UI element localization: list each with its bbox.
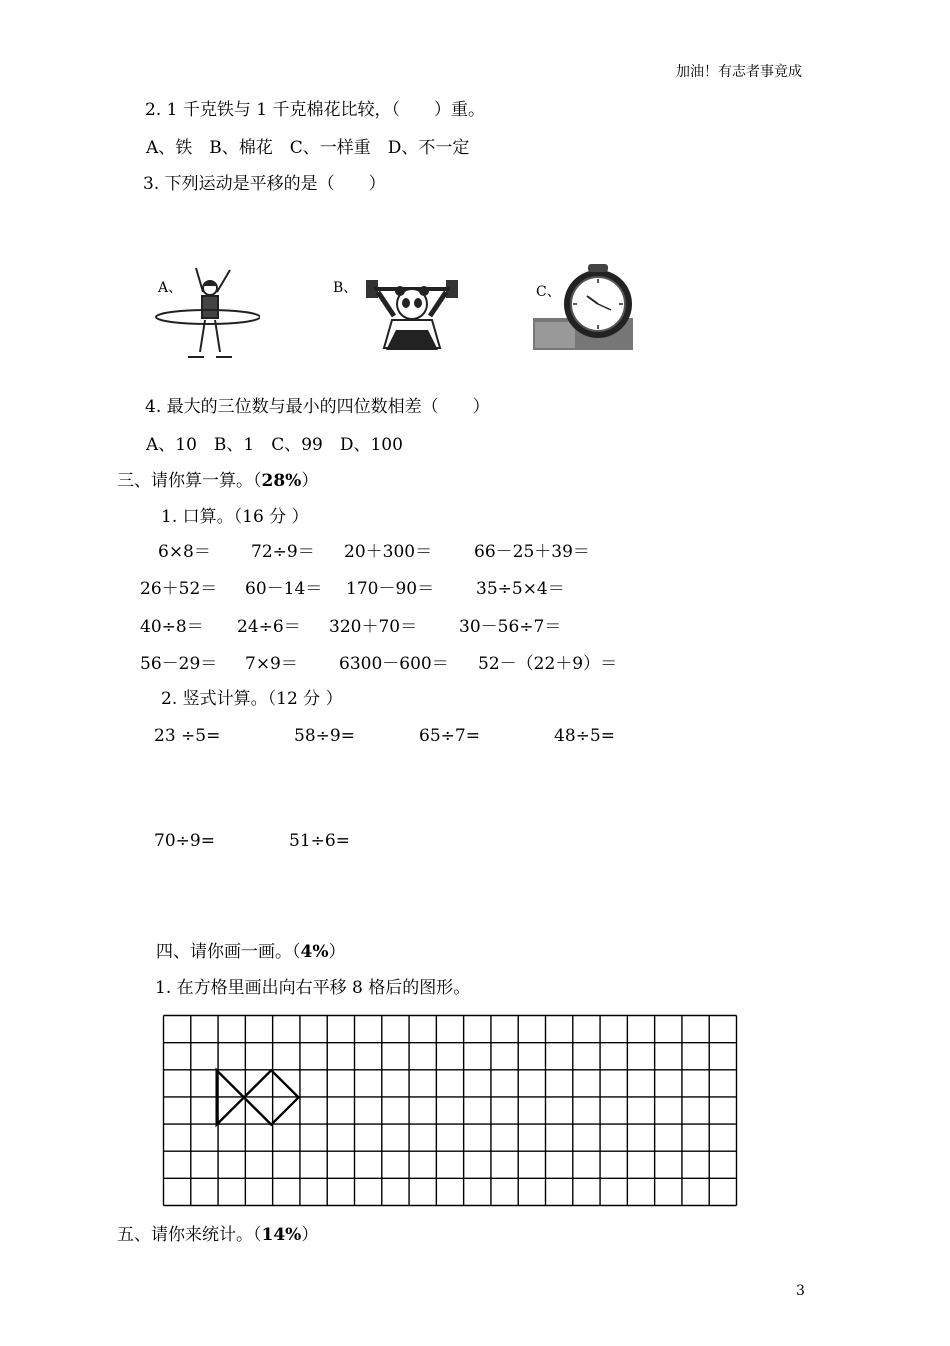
vertical-item: 23 ÷5= xyxy=(154,726,221,746)
mental-item: 6×8＝ xyxy=(158,542,211,562)
mental-item: 60－14＝ xyxy=(245,579,323,599)
vertical-calc-title: 2. 竖式计算。（12 分 ） xyxy=(161,689,343,709)
section3-title: 三、请你算一算。（28%） xyxy=(117,471,319,491)
vertical-item: 58÷9= xyxy=(294,726,355,746)
vertical-item: 51÷6= xyxy=(289,831,350,851)
mental-math-title: 1. 口算。（16 分 ） xyxy=(161,507,309,527)
alarm-clock-icon xyxy=(533,262,633,350)
hula-hoop-girl-icon xyxy=(150,262,260,362)
mental-item: 56－29＝ xyxy=(140,654,218,674)
mental-item: 7×9＝ xyxy=(245,654,298,674)
mental-item: 52－（22＋9）＝ xyxy=(478,654,618,674)
mental-item: 72÷9＝ xyxy=(251,542,315,562)
weightlifting-panda-icon xyxy=(364,276,460,352)
section5-title: 五、请你来统计。（14%） xyxy=(117,1225,319,1245)
q4-options: A、10 B、1 C、99 D、100 xyxy=(146,435,403,455)
q4-stem: 4. 最大的三位数与最小的四位数相差（ ） xyxy=(145,397,490,417)
mental-item: 35÷5×4＝ xyxy=(476,579,565,599)
vertical-item: 70÷9= xyxy=(154,831,215,851)
section4-q1: 1. 在方格里画出向右平移 8 格后的图形。 xyxy=(155,978,471,998)
q3-label-a: A、 xyxy=(158,280,183,296)
header-motto: 加油！有志者事竟成 xyxy=(676,64,802,80)
vertical-item: 48÷5= xyxy=(554,726,615,746)
q2-stem: 2. 1 千克铁与 1 千克棉花比较，（ ）重。 xyxy=(145,100,485,120)
section4-title: 四、请你画一画。（4%） xyxy=(156,942,346,962)
mental-item: 66－25＋39＝ xyxy=(474,542,590,562)
q2-options: A、铁 B、棉花 C、一样重 D、不一定 xyxy=(146,138,470,158)
vertical-item: 65÷7= xyxy=(419,726,480,746)
mental-item: 30－56÷7＝ xyxy=(459,617,562,637)
translation-grid xyxy=(162,1014,738,1208)
q3-label-c: C、 xyxy=(536,284,561,300)
q3-label-b: B、 xyxy=(333,280,358,296)
mental-item: 320＋70＝ xyxy=(329,617,418,637)
mental-item: 40÷8＝ xyxy=(140,617,204,637)
mental-item: 6300－600＝ xyxy=(339,654,449,674)
mental-item: 170－90＝ xyxy=(346,579,435,599)
mental-item: 24÷6＝ xyxy=(237,617,301,637)
mental-item: 20＋300＝ xyxy=(344,542,433,562)
q3-stem: 3. 下列运动是平移的是（ ） xyxy=(143,174,386,194)
mental-item: 26＋52＝ xyxy=(140,579,218,599)
page-number: 3 xyxy=(796,1283,805,1299)
